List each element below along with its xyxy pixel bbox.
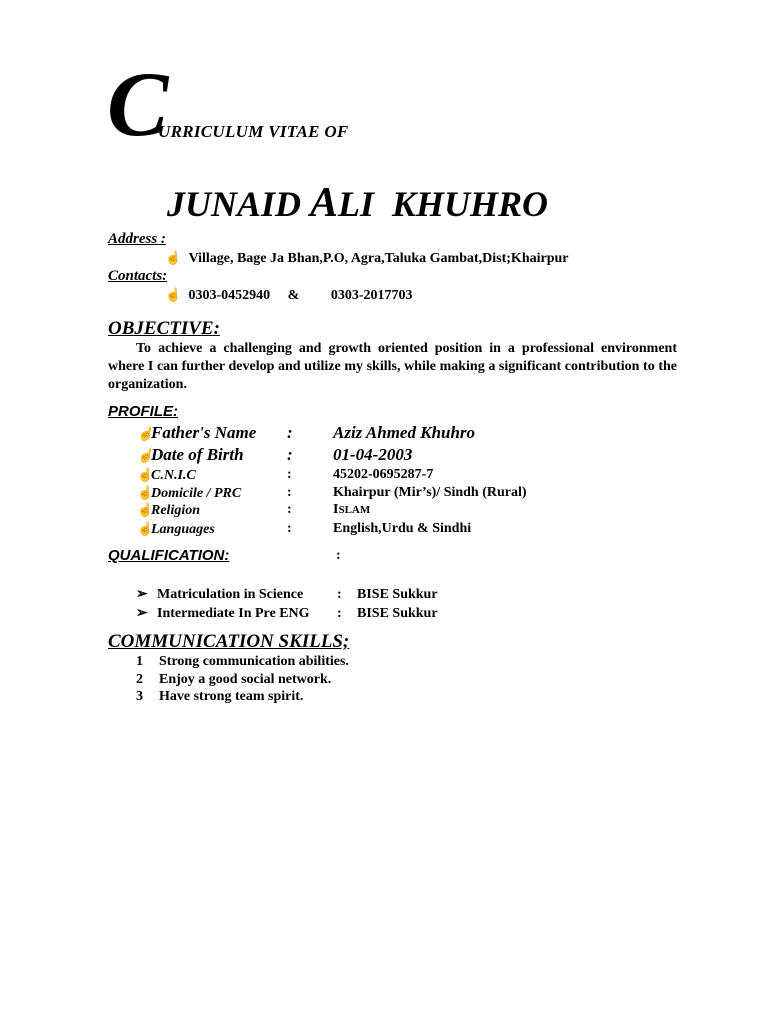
contacts-line [165, 287, 413, 304]
dob-value: 01-04-2003 [333, 445, 413, 464]
skill-text: Enjoy a good social network. [159, 672, 332, 687]
qualification-row-colon: : [337, 587, 342, 602]
address-heading: Address : [108, 231, 166, 247]
address-line [165, 250, 569, 267]
profile-label: ☝Religion [137, 502, 201, 518]
profile-colon: : [287, 502, 292, 517]
profile-colon: : [287, 521, 292, 536]
qualification-name: Matriculation in Science [157, 587, 304, 602]
profile-label: ☝Domicile / PRC [137, 485, 242, 501]
qualification-board: BISE Sukkur [357, 606, 438, 621]
skill-number: 2 [136, 672, 143, 687]
languages-value: English,Urdu & Sindhi [333, 521, 472, 536]
profile-label: ☝Father's Name [137, 423, 257, 442]
arrow-bullet-icon: ➢ [136, 587, 148, 602]
objective-text: To achieve a challenging and growth oriented position in a professional environment where I can further develop and utilize my skills, while making a significant contribution to the organization. [108, 341, 677, 392]
profile-label: ☝Languages [137, 521, 215, 537]
profile-label: ☝Date of Birth [137, 445, 244, 464]
hand-pointer-icon: ☝ [165, 250, 182, 265]
qualification-heading: QUALIFICATION: [108, 547, 230, 564]
qualification-name: Intermediate In Pre ENG [157, 606, 310, 621]
skill-text: Strong communication abilities. [159, 654, 349, 669]
hand-pointer-icon: ☝ [137, 485, 154, 500]
phone-separator: & [287, 288, 300, 303]
profile-heading: PROFILE: [108, 403, 178, 420]
candidate-name [167, 182, 548, 224]
title-initial: C [107, 53, 169, 155]
hand-pointer-icon: ☝ [137, 502, 154, 517]
hand-pointer-icon: ☝ [137, 467, 154, 482]
objective-heading: OBJECTIVE: [108, 318, 220, 339]
name-middle-rest: LI [338, 184, 375, 224]
profile-colon: : [287, 467, 292, 482]
qualification-colon: : [336, 548, 341, 563]
profile-colon: : [287, 485, 292, 500]
hand-pointer-icon: ☝ [165, 287, 182, 302]
contacts-heading: Contacts: [108, 268, 168, 284]
religion-value: ISLAM [333, 502, 371, 517]
phone-2: 0303-2017703 [330, 288, 413, 303]
arrow-bullet-icon: ➢ [136, 606, 148, 621]
father-name-value: Aziz Ahmed Khuhro [333, 423, 476, 442]
domicile-value: Khairpur (Mir’s)/ Sindh (Rural) [333, 485, 527, 500]
address-value: Village, Bage Ja Bhan,P.O, Agra,Taluka Gambat,Dist;Khairpur [188, 251, 569, 266]
name-first: JUNAID [167, 184, 302, 224]
profile-label: ☝C.N.I.C [137, 467, 196, 483]
profile-colon: : [287, 423, 293, 442]
hand-pointer-icon: ☝ [137, 521, 154, 536]
skill-number: 3 [136, 689, 143, 704]
hand-pointer-icon: ☝ [137, 426, 154, 441]
qualification-board: BISE Sukkur [357, 587, 438, 602]
communication-heading: COMMUNICATION SKILLS; [108, 631, 350, 652]
hand-pointer-icon: ☝ [137, 448, 154, 463]
profile-colon: : [287, 445, 293, 464]
cnic-value: 45202-0695287-7 [333, 467, 434, 482]
name-middle-initial: A [310, 180, 339, 226]
phone-1: 0303-0452940 [188, 288, 271, 303]
name-last: KHUHRO [392, 184, 549, 224]
qualification-row-colon: : [337, 606, 342, 621]
skill-number: 1 [136, 654, 143, 669]
skill-text: Have strong team spirit. [159, 689, 304, 704]
title-text: URRICULUM VITAE OF [158, 122, 349, 141]
